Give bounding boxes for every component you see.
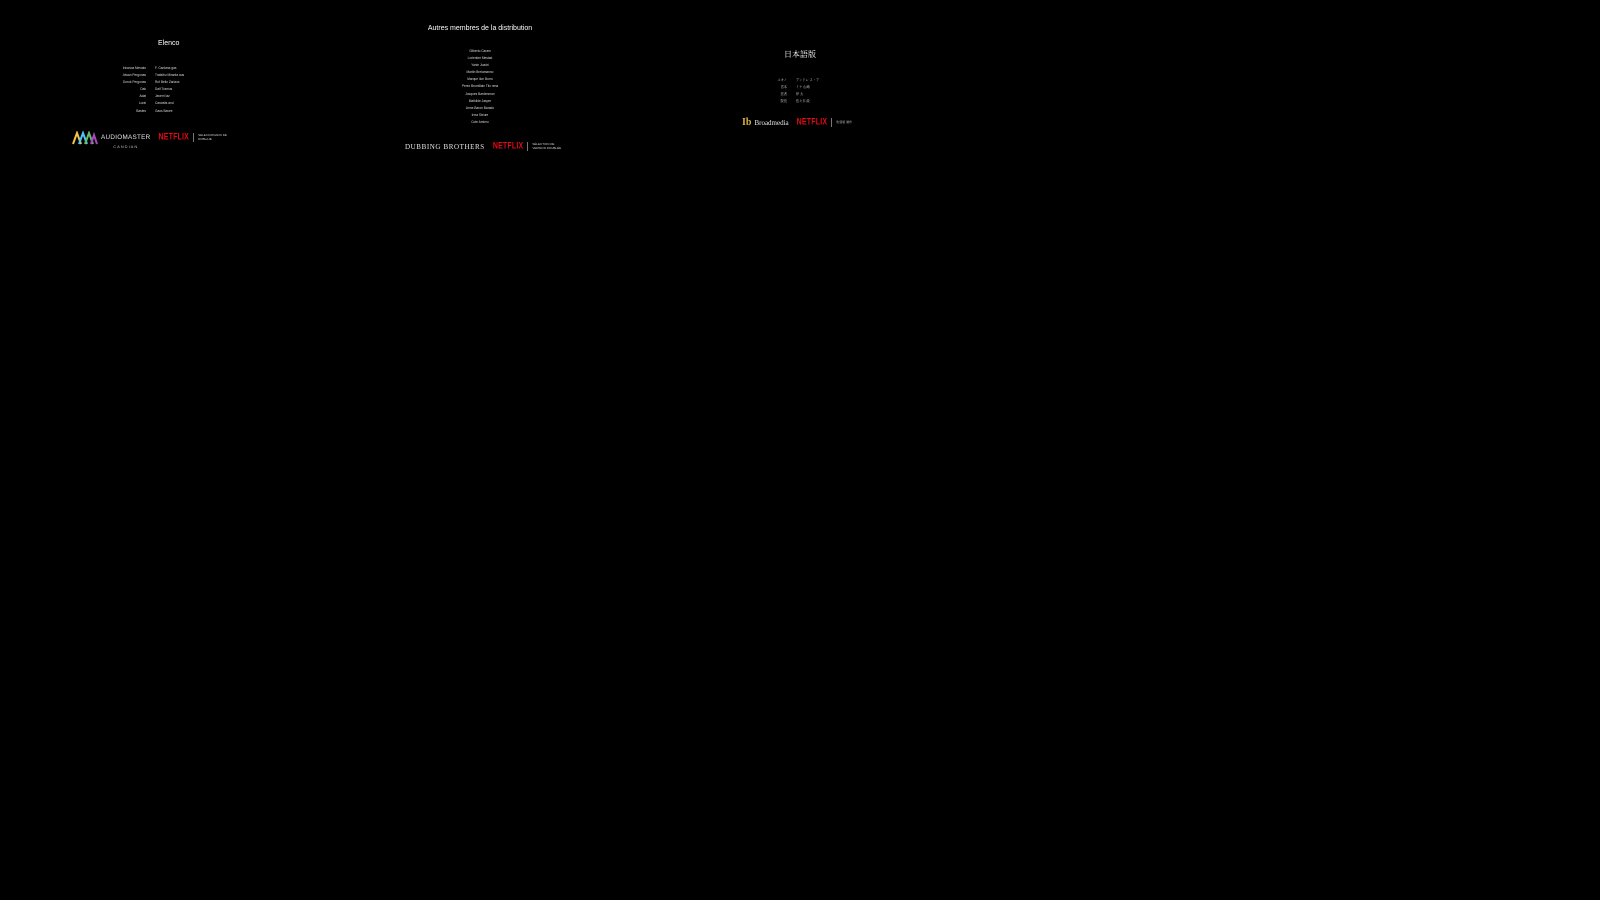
credit-name: Trafalbu Miranta aus [155, 73, 185, 78]
credit-role: Dorok Pergonas [122, 80, 146, 85]
cast-name: Jacques Bardenman [465, 91, 495, 96]
netflix-wordmark: NETFLIX [796, 118, 828, 127]
broadmedia-mark-icon: Ib [742, 117, 752, 128]
japanese-credits [720, 49, 880, 105]
autres-logos [405, 142, 564, 151]
credit-row [720, 91, 880, 98]
japanese-credit-list [720, 77, 880, 105]
audiomaster-logo [72, 126, 150, 149]
audiomaster-name: AUDIOMASTER [101, 134, 151, 141]
cast-name: Anne-Baron Barado [465, 105, 495, 110]
credit-name: 佐々木 政 [796, 99, 810, 104]
autres-title: Autres membres de la distribution [427, 25, 533, 32]
credit-role: 宮本 [780, 85, 787, 90]
netflix-wordmark: NETFLIX [492, 142, 524, 151]
audiomaster-wave-icon [72, 131, 98, 145]
credit-name: アンドレ ス・ア [796, 78, 820, 82]
netflix-logo [158, 133, 230, 142]
credit-role: Adat [139, 94, 146, 99]
credit-role: Alwan Pergonas [122, 73, 146, 78]
logo-divider [193, 133, 194, 142]
credit-row [720, 77, 880, 84]
elenco-title: Elenco [158, 40, 180, 47]
credit-role: Dak [140, 87, 146, 92]
elenco-logos [72, 126, 230, 149]
credit-name: F. Cantana gas [155, 66, 177, 70]
credit-name: Ruf Bello Zariaos [155, 80, 180, 85]
broadmedia-logo [742, 117, 789, 128]
credit-role: 医者 [780, 92, 787, 97]
cast-name: Perez Brumillain Tilo rena [461, 84, 499, 89]
cast-name: Yanin Juadri [471, 63, 489, 68]
cast-name: Marque Ilon Burru [467, 77, 493, 82]
credit-row [70, 108, 250, 115]
credit-name: Carwaits and [155, 101, 174, 106]
credit-name: Dalf Tramus [155, 87, 173, 92]
logo-divider [527, 142, 528, 151]
credit-role: Iricanoa Mevaks [122, 66, 146, 70]
credit-row [720, 84, 880, 91]
cast-name: Cote Amirno [471, 119, 489, 124]
logo-divider [831, 118, 832, 127]
credit-name: Javerri Iaz [155, 94, 170, 99]
credit-row [720, 98, 880, 105]
netflix-subtitle: SÉLECTION DE VERSION DOUBLÉE [532, 142, 562, 150]
cast-name: Lorientee Mestad [467, 56, 493, 61]
credit-row [70, 65, 250, 72]
credit-role: ユキノ [777, 78, 787, 82]
credit-role: Bastes [136, 108, 146, 113]
credit-name: Gaus Bavee [155, 108, 173, 113]
credit-name: 伊 太 [796, 92, 804, 97]
credit-row [70, 93, 250, 100]
credit-row [70, 79, 250, 86]
broadmedia-wordmark: Broadmedia [754, 118, 789, 127]
credit-row [70, 86, 250, 93]
netflix-subtitle: SELECCIONADO DE DOBLAJE [198, 133, 227, 141]
credit-row [70, 100, 250, 107]
audiomaster-sub: CANDIAN [113, 144, 139, 149]
elenco-credits [70, 40, 250, 115]
netflix-subtitle: 吹替版 制作 [836, 119, 853, 124]
netflix-wordmark: NETFLIX [158, 133, 190, 142]
autres-name-list [390, 48, 570, 126]
credit-role: Loral [138, 101, 146, 106]
audiomaster-wordmark [101, 126, 150, 149]
cast-name: Gilberto Caram [469, 49, 491, 53]
credit-role: 院長 [780, 99, 787, 104]
credit-name: ミナ 山崎 [796, 85, 810, 90]
japanese-title: 日本語版 [784, 50, 816, 59]
elenco-credit-list [70, 65, 250, 115]
cast-name: Irma Steure [471, 112, 489, 117]
dubbing-brothers-logo: DUBBING BROTHERS [405, 142, 485, 151]
autres-credits [390, 25, 570, 126]
netflix-logo [493, 142, 565, 151]
japanese-logos [742, 117, 868, 128]
netflix-logo [797, 118, 869, 127]
credit-row [70, 72, 250, 79]
cast-name: Mathilde Jasper [468, 98, 492, 103]
cast-name: Martin Breiamanno [466, 70, 494, 75]
